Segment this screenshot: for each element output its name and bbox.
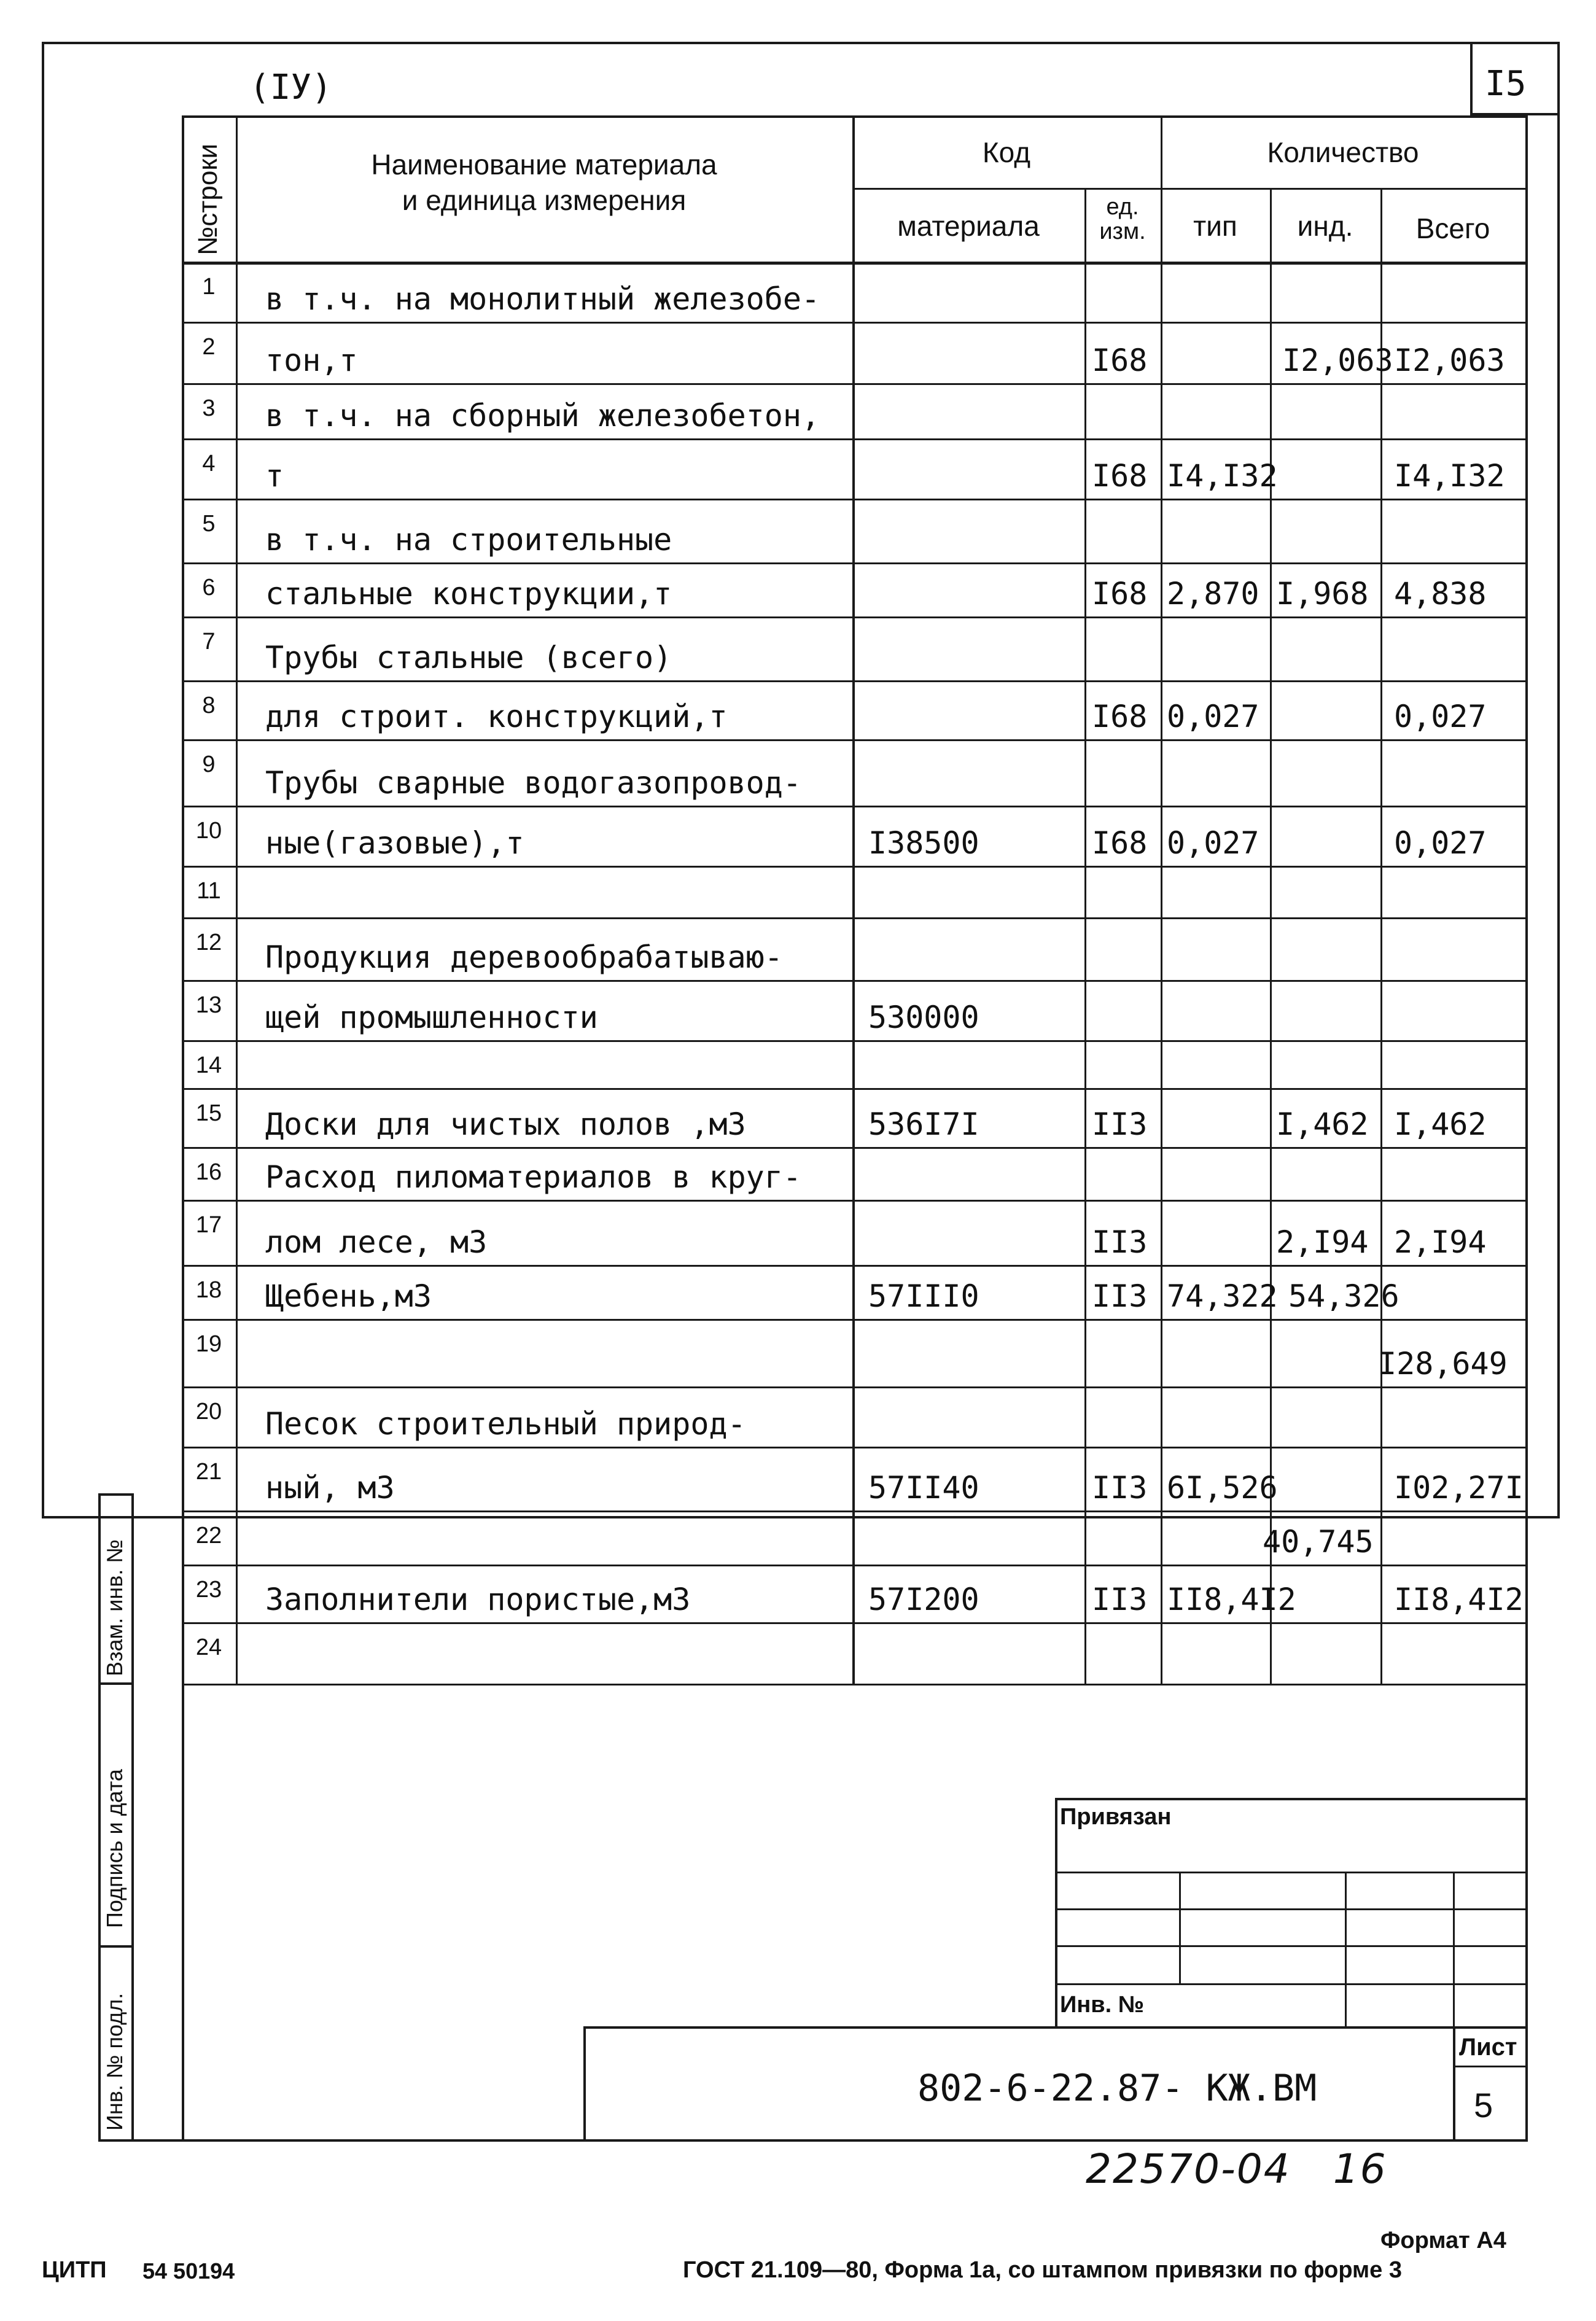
- side-label-podpis: Подпись и дата: [102, 1769, 127, 1928]
- row-unit: II3: [1092, 1224, 1148, 1260]
- side-col-top: [98, 1493, 134, 1496]
- row-line: [182, 322, 1525, 324]
- row-unit: II3: [1092, 1278, 1148, 1314]
- row-unit: I68: [1092, 699, 1148, 734]
- row-total: 2,I94: [1394, 1224, 1487, 1260]
- row-typ: I4,I32: [1167, 458, 1278, 494]
- row-ind: 54,326: [1288, 1278, 1399, 1314]
- row-number: 12: [195, 930, 222, 955]
- row-number: 6: [202, 575, 216, 601]
- col-border-6: [1380, 188, 1382, 1684]
- row-name: в т.ч. на монолитный железобе-: [265, 281, 820, 317]
- title-list-sep: [1453, 2026, 1455, 2142]
- org-label: ЦИТП: [42, 2257, 107, 2283]
- row-name: Доски для чистых полов ,м3: [265, 1106, 746, 1142]
- row-name: ные(газовые),т: [265, 825, 524, 861]
- row-number: 15: [195, 1100, 222, 1126]
- row-name: стальные конструкции,т: [265, 576, 672, 612]
- stamp-top: [1055, 1798, 1528, 1800]
- row-unit: I68: [1092, 576, 1148, 612]
- row-number: 2: [202, 334, 216, 360]
- lower-left-border: [182, 1682, 184, 2142]
- row-ind: I2,063: [1282, 343, 1393, 378]
- row-unit: I68: [1092, 458, 1148, 494]
- title-top: [583, 2026, 1528, 2029]
- row-line: [182, 616, 1525, 618]
- header-material: материала: [897, 210, 1040, 242]
- row-number: 17: [195, 1212, 222, 1238]
- header-ind: инд.: [1297, 210, 1353, 242]
- row-number: 7: [202, 629, 216, 655]
- row-line: [182, 1147, 1525, 1149]
- row-line: [182, 1265, 1525, 1267]
- row-name: в т.ч. на строительные: [265, 522, 672, 558]
- col-border-7: [1525, 115, 1528, 1684]
- stamp-vcol3: [1453, 1872, 1455, 2029]
- title-left: [583, 2026, 586, 2142]
- row-ind: 2,I94: [1276, 1224, 1369, 1260]
- row-name: для строит. конструкций,т: [265, 699, 728, 734]
- row-typ: 0,027: [1167, 699, 1259, 734]
- row-number: 3: [202, 395, 216, 421]
- row-number: 19: [195, 1331, 222, 1357]
- row-line: [182, 1088, 1525, 1090]
- side-col-sep2: [98, 1945, 134, 1948]
- row-line: [182, 739, 1525, 741]
- row-unit: II3: [1092, 1582, 1148, 1617]
- col-border-3: [1084, 188, 1086, 1684]
- row-number: 23: [195, 1577, 222, 1603]
- row-total: II8,4I2: [1394, 1582, 1524, 1617]
- org-code: 54 50194: [142, 2258, 235, 2284]
- row-number: 1: [202, 274, 216, 300]
- row-code: 536I7I: [868, 1106, 979, 1142]
- row-line: [182, 917, 1525, 919]
- row-total: 0,027: [1394, 825, 1487, 861]
- stamp-row2: [1055, 1908, 1528, 1910]
- row-name: т: [265, 458, 284, 494]
- row-ind: I,462: [1276, 1106, 1369, 1142]
- row-number: 9: [202, 752, 216, 777]
- row-name: Песок строительный природ-: [265, 1406, 746, 1442]
- stamp-vcol2: [1345, 1872, 1347, 2029]
- lower-right-border: [1525, 1682, 1528, 2142]
- row-line: [182, 1319, 1525, 1321]
- row-total: I28,649: [1378, 1346, 1508, 1382]
- stamp-row1: [1055, 1872, 1528, 1873]
- row-line: [182, 499, 1525, 500]
- side-col-bottom: [98, 2139, 1528, 2142]
- row-name: Трубы сварные водогазопровод-: [265, 765, 801, 801]
- side-col-sep1: [98, 1682, 134, 1685]
- row-name: Трубы стальные (всего): [265, 640, 672, 675]
- header-typ: тип: [1193, 210, 1237, 242]
- row-name: Заполнители пористые,м3: [265, 1582, 691, 1617]
- sheet-corner-number: I5: [1485, 64, 1527, 104]
- row-total: I,462: [1394, 1106, 1487, 1142]
- row-line: [182, 980, 1525, 982]
- row-name: тон,т: [265, 343, 358, 378]
- list-label: Лист: [1459, 2034, 1517, 2061]
- row-line: [182, 1622, 1525, 1624]
- handwritten-number: 22570-04 16: [1086, 2145, 1387, 2193]
- row-line: [182, 1510, 1525, 1512]
- row-code: 57II40: [868, 1470, 979, 1506]
- row-number: 24: [195, 1635, 222, 1660]
- row-name: Расход пиломатериалов в круг-: [265, 1159, 801, 1195]
- stamp-inv-no: Инв. №: [1060, 1992, 1145, 2018]
- header-unit: ед. изм.: [1099, 194, 1146, 244]
- row-code: 530000: [868, 1000, 979, 1035]
- row-number: 10: [195, 818, 222, 844]
- row-name: Продукция деревообрабатываю-: [265, 939, 783, 975]
- row-line: [182, 438, 1525, 440]
- format-label: Формат А4: [1380, 2228, 1506, 2253]
- row-code: 57I200: [868, 1582, 979, 1617]
- row-line: [182, 1200, 1525, 1202]
- row-name: ный, м3: [265, 1470, 395, 1506]
- row-line: [182, 562, 1525, 564]
- row-number: 8: [202, 693, 216, 718]
- row-number: 13: [195, 992, 222, 1018]
- stamp-row3: [1055, 1945, 1528, 1947]
- row-unit: II3: [1092, 1106, 1148, 1142]
- row-number: 4: [202, 451, 216, 476]
- header-split-line: [852, 188, 1525, 190]
- row-number: 14: [195, 1052, 222, 1078]
- row-name: Щебень,м3: [265, 1278, 432, 1314]
- row-line: [182, 1684, 1525, 1685]
- row-total: 4,838: [1394, 576, 1487, 612]
- side-label-vzam: Взам. инв. №: [102, 1539, 127, 1676]
- header-quantity: Количество: [1267, 136, 1419, 168]
- row-total: 0,027: [1394, 699, 1487, 734]
- row-unit: I68: [1092, 825, 1148, 861]
- row-typ: 0,027: [1167, 825, 1259, 861]
- row-ind: I,968: [1276, 576, 1369, 612]
- row-number: 21: [195, 1459, 222, 1485]
- header-total: Всего: [1415, 212, 1490, 244]
- row-number: 16: [195, 1159, 222, 1185]
- row-unit: II3: [1092, 1470, 1148, 1506]
- row-name: щей промышленности: [265, 1000, 598, 1035]
- col-border-5: [1270, 188, 1272, 1684]
- row-line: [182, 383, 1525, 385]
- row-number: 11: [197, 878, 221, 904]
- row-total: I2,063: [1394, 343, 1505, 378]
- row-number: 5: [202, 511, 216, 537]
- row-line: [182, 866, 1525, 868]
- side-col-right: [131, 1493, 134, 2142]
- row-line: [182, 1040, 1525, 1042]
- row-unit: I68: [1092, 343, 1148, 378]
- row-number: 18: [195, 1277, 222, 1303]
- row-code: 57III0: [868, 1278, 979, 1314]
- list-number: 5: [1474, 2086, 1493, 2125]
- row-line: [182, 680, 1525, 682]
- side-label-inv-podl: Инв. № подл.: [102, 1992, 127, 2131]
- doc-code: 802-6-22.87- КЖ.ВМ: [917, 2067, 1317, 2110]
- row-line: [182, 806, 1525, 807]
- row-ind: 40,745: [1263, 1524, 1374, 1560]
- row-code: I38500: [868, 825, 979, 861]
- row-typ: II8,4I2: [1167, 1582, 1296, 1617]
- section-label: (IУ): [249, 68, 332, 107]
- row-line: [182, 1447, 1525, 1448]
- row-typ: 74,322: [1167, 1278, 1278, 1314]
- row-line: [182, 1386, 1525, 1388]
- row-line: [182, 1565, 1525, 1566]
- header-name: Наименование материала и единица измерения: [371, 149, 717, 216]
- stamp-left: [1055, 1798, 1057, 2029]
- stamp-privyazan: Привязан: [1060, 1804, 1172, 1830]
- row-total: I4,I32: [1394, 458, 1505, 494]
- side-col-left: [98, 1493, 101, 2142]
- row-name: в т.ч. на сборный железобетон,: [265, 398, 820, 433]
- row-name: лом лесе, м3: [265, 1224, 488, 1260]
- row-total: I02,27I: [1394, 1470, 1524, 1506]
- title-list-row: [1453, 2066, 1528, 2067]
- row-typ: 2,870: [1167, 576, 1259, 612]
- header-code: Код: [982, 136, 1031, 168]
- stamp-row4: [1055, 1983, 1528, 1985]
- gost-line: ГОСТ 21.109—80, Форма 1а, со штампом привязки по форме 3: [683, 2257, 1402, 2283]
- row-number: 22: [195, 1523, 222, 1549]
- row-typ: 6I,526: [1167, 1470, 1278, 1506]
- stamp-vcol1: [1179, 1872, 1181, 1985]
- header-row-no: №строки: [193, 143, 223, 255]
- row-number: 20: [195, 1399, 222, 1425]
